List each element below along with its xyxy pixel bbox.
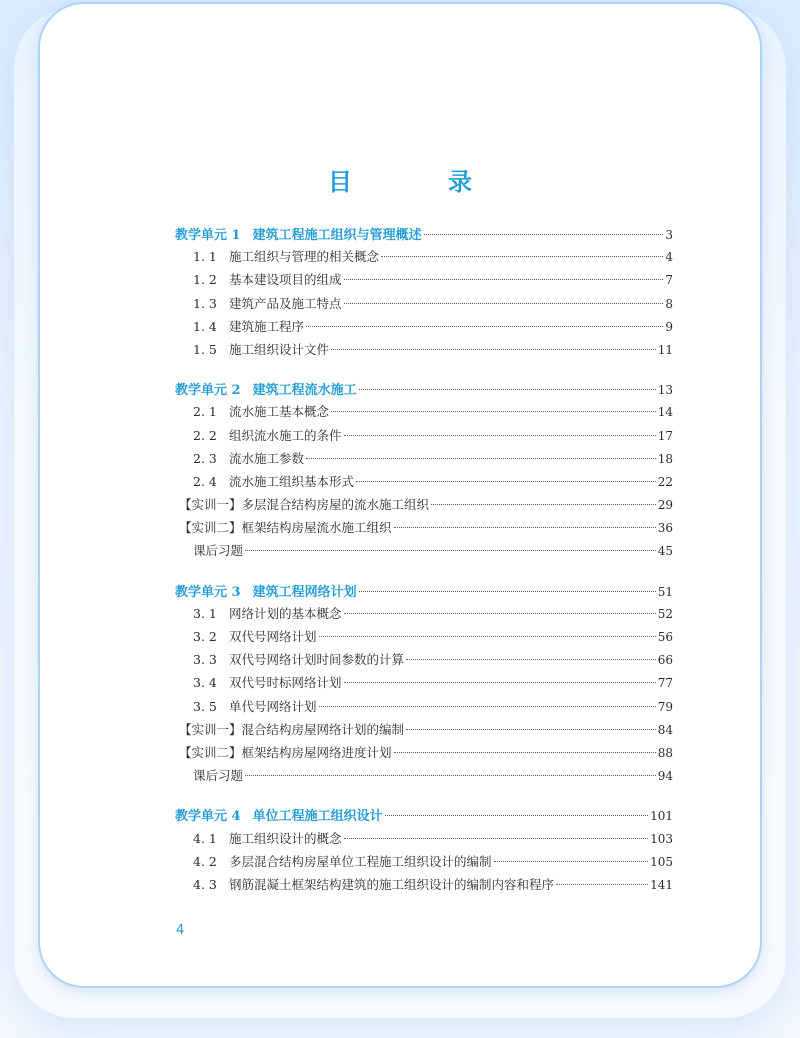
leader-dots (245, 550, 656, 551)
leader-dots (344, 682, 656, 683)
exercise-title: 课后习题 (193, 543, 244, 559)
leader-dots (306, 458, 656, 459)
section-number: 3. 1 (193, 605, 217, 621)
entry-page: 141 (650, 877, 673, 892)
section-title: 双代号网络计划时间参数的计算 (229, 652, 405, 668)
toc-section-row[interactable] (175, 829, 673, 852)
toc-section-row[interactable] (175, 472, 673, 495)
toc-training-row[interactable] (175, 743, 673, 766)
section-title: 施工组织与管理的相关概念 (229, 249, 380, 265)
section-number: 3. 5 (193, 698, 217, 714)
leader-dots (385, 815, 649, 816)
training-title: 【实训二】框架结构房屋流水施工组织 (179, 520, 392, 536)
unit-number: 教学单元 2 (175, 383, 241, 399)
entry-page: 84 (657, 722, 673, 737)
leader-dots (331, 411, 656, 412)
section-title: 组织流水施工的条件 (229, 427, 342, 443)
leader-dots (431, 504, 656, 505)
entry-page: 66 (657, 653, 673, 668)
leader-dots (344, 303, 664, 304)
section-title: 单代号网络计划 (229, 698, 317, 714)
page-title: 目 录 (328, 167, 508, 196)
toc-unit-row[interactable] (175, 805, 673, 828)
entry-page: 56 (657, 630, 673, 644)
section-number: 1. 5 (193, 341, 217, 357)
toc-section-row[interactable] (175, 673, 673, 696)
entry-page: 105 (650, 854, 673, 869)
entry-page: 52 (657, 606, 673, 621)
toc-training-row[interactable] (175, 720, 673, 743)
toc-section-row[interactable] (175, 426, 673, 449)
unit-title: 建筑工程网络计划 (252, 584, 357, 600)
section-title: 流水施工参数 (229, 450, 305, 466)
section-title: 流水施工组织基本形式 (229, 473, 355, 489)
leader-dots (394, 752, 656, 753)
leader-dots (344, 838, 649, 839)
unit-number: 教学单元 1 (175, 228, 241, 243)
unit-page: 13 (657, 383, 673, 398)
entry-page: 14 (657, 405, 673, 420)
leader-dots (344, 279, 664, 280)
leader-dots (319, 636, 656, 637)
leader-dots (556, 884, 648, 885)
section-number: 1. 2 (193, 272, 217, 288)
section-title: 流水施工基本概念 (229, 404, 330, 420)
entry-page: 7 (665, 273, 673, 288)
leader-dots (494, 861, 649, 862)
toc-unit-row[interactable] (175, 581, 673, 604)
entry-page: 9 (665, 319, 673, 334)
section-number: 4. 2 (193, 853, 217, 869)
section-title: 网络计划的基本概念 (229, 605, 342, 621)
entry-page: 22 (657, 474, 673, 489)
unit-title: 单位工程施工组织设计 (252, 809, 383, 825)
toc-section-row[interactable] (175, 852, 673, 875)
section-number: 3. 2 (193, 629, 217, 644)
section-number: 1. 3 (193, 295, 217, 311)
toc-training-row[interactable] (175, 495, 673, 518)
toc-section-row[interactable] (175, 449, 673, 472)
leader-dots (406, 659, 656, 660)
toc-section-row[interactable] (175, 294, 673, 317)
unit-page: 3 (665, 228, 673, 242)
section-number: 1. 4 (193, 318, 217, 334)
section-number: 2. 3 (193, 450, 217, 466)
entry-page: 29 (657, 498, 673, 513)
toc-section-row[interactable] (175, 340, 673, 363)
leader-dots (359, 591, 656, 592)
unit-page: 51 (657, 584, 673, 599)
toc-section-row[interactable] (175, 875, 673, 898)
toc-section-row[interactable] (175, 697, 673, 720)
unit-title: 建筑工程施工组织与管理概述 (252, 228, 422, 243)
unit-title: 建筑工程流水施工 (252, 383, 357, 399)
entry-page: 79 (657, 699, 673, 714)
leader-dots (319, 706, 656, 707)
leader-dots (331, 349, 656, 350)
toc-unit-row[interactable] (175, 379, 673, 402)
entry-page: 36 (657, 521, 673, 536)
toc-section-row[interactable] (175, 317, 673, 340)
toc-section-row[interactable] (175, 270, 673, 293)
training-title: 【实训二】框架结构房屋网络进度计划 (179, 744, 392, 760)
entry-page: 8 (665, 296, 673, 311)
section-number: 4. 1 (193, 830, 217, 846)
leader-dots (424, 234, 664, 235)
section-number: 4. 3 (193, 876, 217, 892)
section-title: 钢筋混凝土框架结构建筑的施工组织设计的编制内容和程序 (229, 876, 555, 892)
section-title: 施工组织设计文件 (229, 341, 330, 357)
toc-section-row[interactable] (175, 247, 673, 270)
section-number: 1. 1 (193, 249, 217, 265)
section-number: 3. 4 (193, 675, 217, 691)
toc-unit-row[interactable] (175, 224, 673, 247)
leader-dots (359, 389, 656, 390)
section-title: 双代号时标网络计划 (229, 675, 342, 691)
table-of-contents (175, 224, 673, 898)
leader-dots (245, 775, 656, 776)
leader-dots (344, 435, 656, 436)
leader-dots (356, 481, 656, 482)
toc-section-row[interactable] (175, 604, 673, 627)
section-title: 施工组织设计的概念 (229, 830, 342, 846)
section-title: 多层混合结构房屋单位工程施工组织设计的编制 (229, 853, 492, 869)
toc-section-row[interactable] (175, 627, 673, 650)
toc-exercise-row[interactable] (175, 766, 673, 789)
training-title: 【实训一】混合结构房屋网络计划的编制 (179, 721, 405, 737)
entry-page: 17 (657, 428, 673, 443)
unit-page: 101 (650, 809, 673, 824)
section-title: 建筑产品及施工特点 (229, 295, 342, 311)
section-number: 2. 2 (193, 427, 217, 443)
entry-page: 88 (657, 745, 673, 760)
entry-page: 94 (657, 769, 673, 784)
entry-page: 18 (657, 451, 673, 466)
leader-dots (406, 729, 656, 730)
section-title: 基本建设项目的组成 (229, 272, 342, 288)
unit-number: 教学单元 4 (175, 809, 241, 825)
leader-dots (394, 527, 656, 528)
leader-dots (344, 613, 656, 614)
entry-page: 11 (657, 342, 673, 357)
training-title: 【实训一】多层混合结构房屋的流水施工组织 (179, 497, 430, 513)
unit-number: 教学单元 3 (175, 584, 241, 600)
page-number: 4 (176, 923, 185, 938)
entry-page: 4 (665, 250, 673, 265)
leader-dots (381, 256, 663, 257)
section-number: 3. 3 (193, 652, 217, 668)
section-number: 2. 4 (193, 473, 217, 489)
entry-page: 45 (657, 544, 673, 559)
entry-page: 103 (650, 831, 673, 846)
toc-exercise-row[interactable] (175, 541, 673, 564)
section-title: 双代号网络计划 (229, 629, 317, 644)
section-number: 2. 1 (193, 404, 217, 420)
toc-section-row[interactable] (175, 402, 673, 425)
section-title: 建筑施工程序 (229, 318, 305, 334)
toc-section-row[interactable] (175, 650, 673, 673)
leader-dots (306, 326, 663, 327)
toc-training-row[interactable] (175, 518, 673, 541)
exercise-title: 课后习题 (193, 768, 244, 784)
entry-page: 77 (657, 676, 673, 691)
